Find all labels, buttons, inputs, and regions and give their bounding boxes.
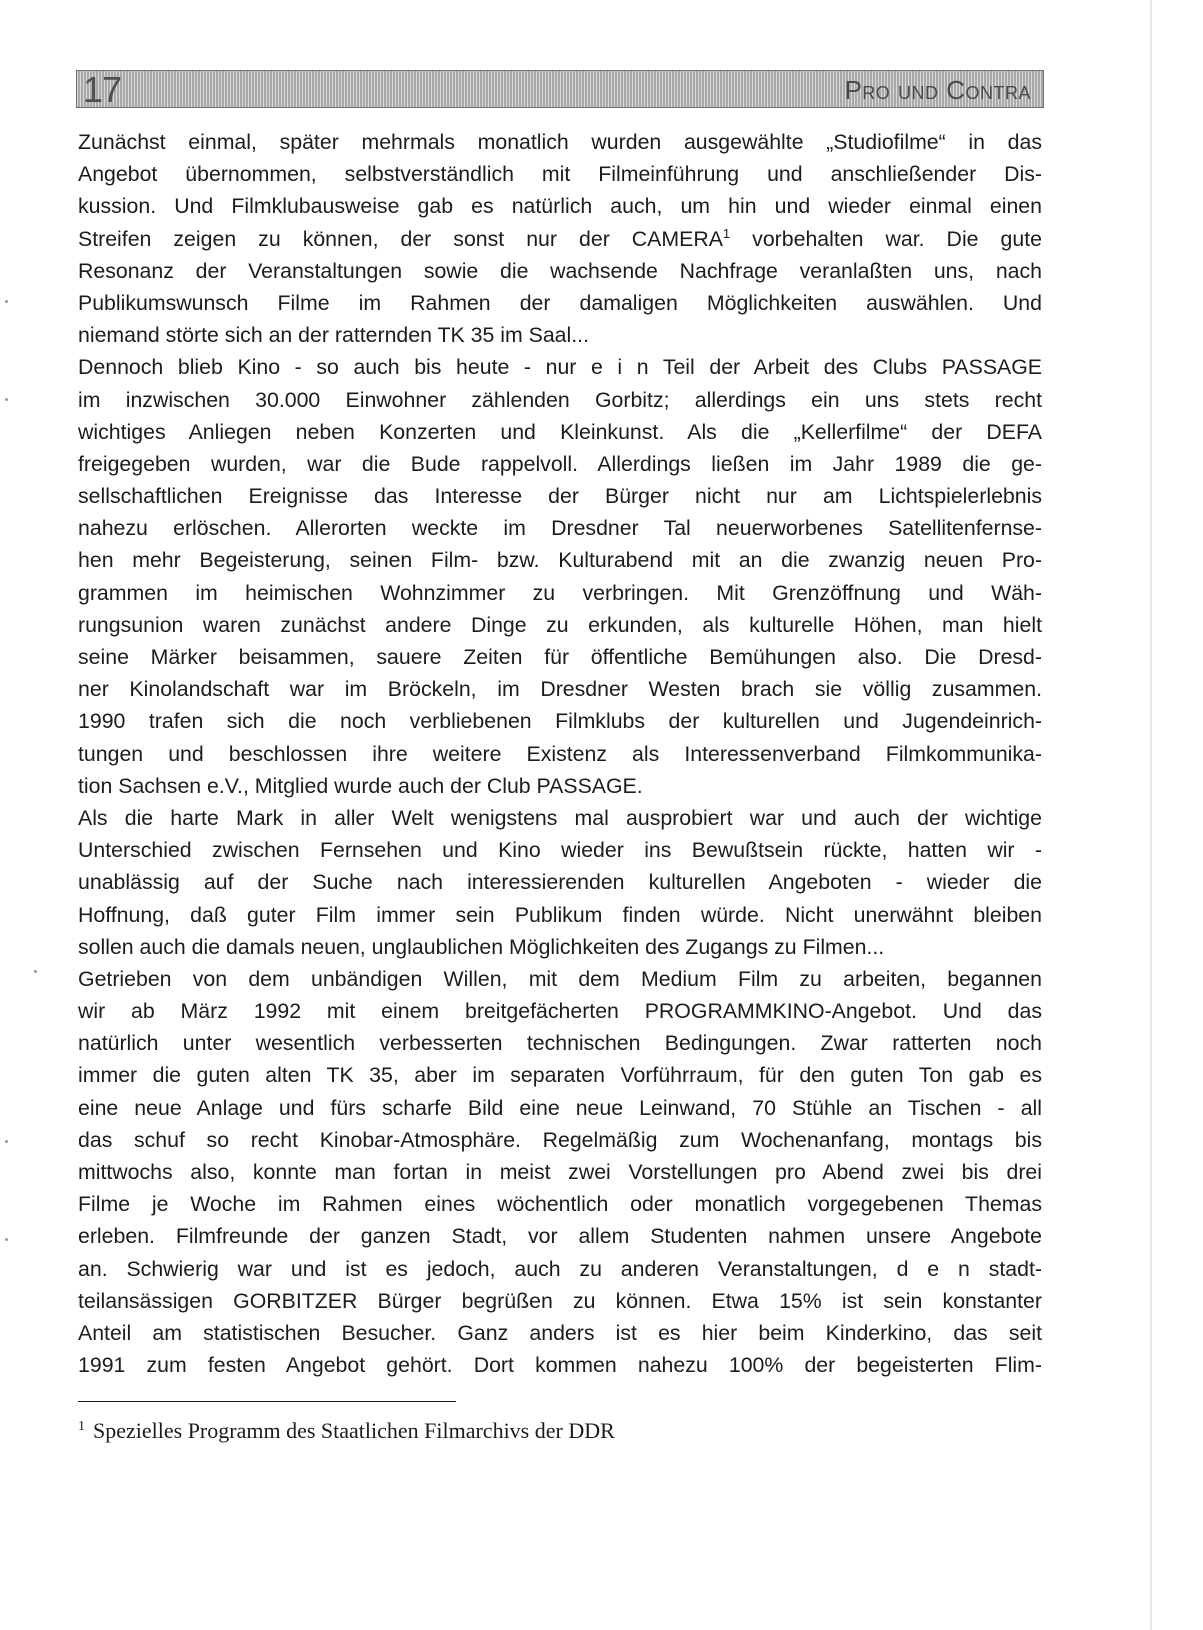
text-line: ner Kinolandschaft war im Bröckeln, im Dresdner Westen brach sie völlig zusammen. [78, 677, 1042, 702]
text-line: eine neue Anlage und fürs scharfe Bild eine neue Leinwand, 70 Stühle an Tischen - all [78, 1095, 1042, 1120]
text-line: Zunächst einmal, später mehrmals monatlich wurden ausgewählte „Studiofilme“ in das [78, 130, 1042, 154]
text-line: 1991 zum festen Angebot gehört. Dort kommen nahezu 100% der begeisterten Flim- [78, 1353, 1042, 1378]
running-header [76, 70, 1044, 108]
footnote-marker: 1 [722, 225, 731, 241]
text-line: Anteil am statistischen Besucher. Ganz anders ist es hier beim Kinderkino, das seit [78, 1320, 1042, 1345]
text-line: sollen auch die damals neuen, unglaublichen Möglichkeiten des Zugangs zu Filmen... [78, 934, 885, 959]
text-line: Unterschied zwischen Fernsehen und Kino wieder ins Bewußtsein rückte, hatten wir - [78, 838, 1042, 863]
text-fragment: vorbehalten war. Die gute [730, 226, 1042, 251]
text-line: immer die guten alten TK 35, aber im separaten Vorführraum, für den guten Ton gab es [78, 1063, 1042, 1088]
text-line: niemand störte sich an der ratternden TK 35 im Saal... [78, 323, 590, 348]
text-line: nahezu erlöschen. Allerorten weckte im Dresdner Tal neuerworbenes Satellitenfernse- [78, 516, 1042, 541]
section-title: Pro und Contra [844, 75, 1031, 105]
scan-speck [5, 398, 8, 401]
text-line: an. Schwierig war und ist es jedoch, auch zu anderen Veranstaltungen, d e n stadt- [78, 1256, 1042, 1281]
footnote-divider [78, 1401, 456, 1402]
scan-speck [5, 300, 8, 303]
paragraph-4 [78, 963, 1042, 1381]
footnote [78, 1415, 615, 1447]
text-line: freigegeben wurden, war die Bude rappelvoll. Allerdings ließen im Jahr 1989 die ge- [78, 451, 1042, 476]
scan-speck [34, 970, 37, 973]
text-line: unablässig auf der Suche nach interessierenden kulturellen Angeboten - wieder die [78, 870, 1042, 895]
text-line: Getrieben von dem unbändigen Willen, mit dem Medium Film zu arbeiten, begannen [78, 966, 1042, 991]
text-line: Resonanz der Veranstaltungen sowie die wachsende Nachfrage veranlaßten uns, nach [78, 258, 1042, 283]
text-line: kussion. Und Filmklubausweise gab es natürlich auch, um hin und wieder einmal einen [78, 194, 1042, 219]
body-text [78, 126, 1042, 1381]
text-line: wichtiges Anliegen neben Konzerten und Kleinkunst. Als die „Kellerfilme“ der DEFA [78, 419, 1042, 444]
page-number: 17 [83, 69, 122, 110]
paragraph-1 [78, 126, 1042, 351]
scan-speck [5, 1238, 8, 1241]
text-line: 1990 trafen sich die noch verbliebenen Filmklubs der kulturellen und Jugendeinrich- [78, 709, 1042, 734]
footnote-number: 1 [78, 1418, 85, 1434]
text-line: sellschaftlichen Ereignisse das Interesse der Bürger nicht nur am Lichtspielerlebnis [78, 484, 1042, 509]
text-line: natürlich unter wesentlich verbesserten technischen Bedingungen. Zwar ratterten noch [78, 1031, 1042, 1056]
scan-speck [5, 1140, 8, 1143]
text-line: im inzwischen 30.000 Einwohner zählenden Gorbitz; allerdings ein uns stets recht [78, 387, 1042, 412]
text-line: erleben. Filmfreunde der ganzen Stadt, vor allem Studenten nahmen unsere Angebote [78, 1224, 1042, 1249]
text-line: Als die harte Mark in aller Welt wenigstens mal ausprobiert war und auch der wichtige [78, 805, 1042, 830]
text-line: das schuf so recht Kinobar-Atmosphäre. Regelmäßig zum Wochenanfang, montags bis [78, 1127, 1042, 1152]
text-line: seine Märker beisammen, sauere Zeiten für öffentliche Bemühungen also. Die Dresd- [78, 645, 1042, 669]
text-fragment: Streifen zeigen zu können, der sonst nur der CAMERA [78, 226, 723, 251]
text-line: Filme je Woche im Rahmen eines wöchentlich oder monatlich vorgegebenen Themas [78, 1192, 1042, 1217]
text-line: grammen im heimischen Wohnzimmer zu verbringen. Mit Grenzöffnung und Wäh- [78, 580, 1042, 605]
text-line: tion Sachsen e.V., Mitglied wurde auch der Club PASSAGE. [78, 773, 643, 798]
footnote-text: Spezielles Programm des Staatlichen Filmarchivs der DDR [93, 1418, 615, 1443]
text-line-with-footnote [78, 223, 1042, 255]
text-line: rungsunion waren zunächst andere Dinge zu erkunden, als kulturelle Höhen, man hielt [78, 612, 1042, 637]
text-line: Hoffnung, daß guter Film immer sein Publikum finden würde. Nicht unerwähnt bleiben [78, 902, 1042, 927]
paragraph-2 [78, 351, 1042, 802]
text-line: Dennoch blieb Kino - so auch bis heute - nur e i n Teil der Arbeit des Clubs PASSAGE [78, 355, 1042, 380]
text-line: teilansässigen GORBITZER Bürger begrüßen zu können. Etwa 15% ist sein konstanter [78, 1288, 1042, 1313]
text-line: mittwochs also, konnte man fortan in meist zwei Vorstellungen pro Abend zwei bis drei [78, 1160, 1042, 1184]
text-line: Publikumswunsch Filme im Rahmen der damaligen Möglichkeiten auswählen. Und [78, 290, 1042, 315]
text-line: Angebot übernommen, selbstverständlich mit Filmeinführung und anschließender Dis- [78, 162, 1042, 187]
text-line: hen mehr Begeisterung, seinen Film- bzw. Kulturabend mit an die zwanzig neuen Pro- [78, 548, 1042, 573]
text-line: wir ab März 1992 mit einem breitgefächerten PROGRAMMKINO-Angebot. Und das [78, 999, 1042, 1024]
paragraph-3 [78, 802, 1042, 963]
page-edge-shadow [1150, 0, 1152, 1630]
text-line: tungen und beschlossen ihre weitere Existenz als Interessenverband Filmkommunika- [78, 741, 1042, 766]
